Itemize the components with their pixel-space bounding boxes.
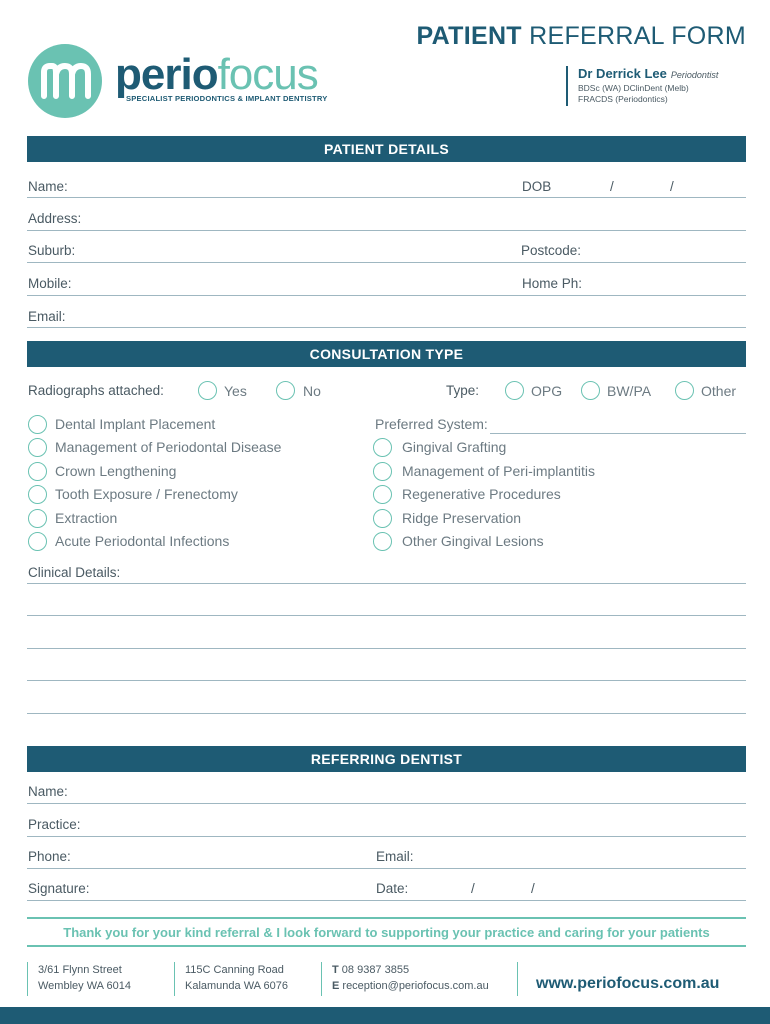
footer-divider-3	[321, 962, 322, 996]
clinical-details-line-5[interactable]	[27, 713, 746, 714]
dentist-signature-label: Signature:	[28, 881, 90, 896]
doctor-qualifications-1: BDSc (WA) DClinDent (Melb)	[578, 83, 689, 93]
doctor-divider	[566, 66, 568, 106]
clinical-details-line-1[interactable]	[27, 583, 746, 584]
type-other-label: Other	[701, 383, 737, 399]
type-opg-radio[interactable]	[505, 381, 524, 400]
option-ridge-preservation-label: Ridge Preservation	[402, 510, 522, 526]
website-link[interactable]: www.periofocus.com.au	[536, 975, 720, 992]
radiographs-no-label: No	[303, 383, 321, 399]
patient-suburb-field[interactable]	[27, 262, 746, 263]
doctor-name	[578, 66, 718, 81]
form-title	[417, 22, 746, 51]
radiographs-yes-label: Yes	[224, 383, 247, 399]
address-wembley-line-2: Wembley WA 6014	[38, 980, 131, 992]
logo-mark	[28, 44, 102, 118]
consultation-type-heading: CONSULTATION TYPE	[27, 341, 746, 367]
doctor-qualifications-2: FRACDS (Periodontics)	[578, 94, 668, 104]
patient-address-label: Address:	[28, 211, 82, 226]
doctor-role: Periodontist	[670, 70, 719, 80]
option-dental-implant-label: Dental Implant Placement	[55, 416, 216, 432]
doctor-name-text: Dr Derrick Lee	[578, 66, 667, 81]
patient-name-field[interactable]	[27, 197, 746, 198]
patient-home-ph-label: Home Ph:	[522, 276, 583, 291]
date-slash-2: /	[531, 881, 535, 896]
preferred-system-label: Preferred System:	[375, 416, 488, 432]
address-wembley-line-1: 3/61 Flynn Street	[38, 964, 122, 976]
form-title-bold: PATIENT	[416, 22, 522, 50]
type-bwpa-label: BW/PA	[607, 383, 652, 399]
date-slash-1: /	[471, 881, 475, 896]
radiographs-yes-radio[interactable]	[198, 381, 217, 400]
phone-number: 08 9387 3855	[338, 964, 410, 976]
option-crown-lengthening-label: Crown Lengthening	[55, 463, 177, 479]
dentist-phone-field[interactable]	[27, 868, 746, 869]
option-gingival-grafting-radio[interactable]	[373, 438, 392, 457]
referring-dentist-heading: REFERRING DENTIST	[27, 746, 746, 772]
patient-name-label: Name:	[28, 179, 68, 194]
type-bwpa-radio[interactable]	[581, 381, 600, 400]
patient-address-field[interactable]	[27, 230, 746, 231]
footer-divider-2	[174, 962, 175, 996]
option-crown-lengthening-radio[interactable]	[28, 462, 47, 481]
option-periodontal-disease-radio[interactable]	[28, 438, 47, 457]
form-title-rest: REFERRAL FORM	[521, 22, 746, 50]
patient-postcode-label: Postcode:	[521, 243, 582, 258]
preferred-system-field[interactable]	[490, 433, 746, 434]
patient-suburb-label: Suburb:	[28, 243, 76, 258]
option-regenerative-radio[interactable]	[373, 485, 392, 504]
option-acute-infections-radio[interactable]	[28, 532, 47, 551]
email-address: reception@periofocus.com.au	[339, 980, 489, 992]
type-label: Type:	[446, 383, 480, 398]
address-kalamunda-line-1: 115C Canning Road	[185, 964, 284, 976]
dentist-email-label: Email:	[376, 849, 414, 864]
patient-mobile-label: Mobile:	[28, 276, 72, 291]
clinical-details-line-2[interactable]	[27, 615, 746, 616]
option-gingival-grafting-label: Gingival Grafting	[402, 439, 507, 455]
logo-m-glyph	[28, 44, 102, 118]
brand-name-light: focus	[217, 50, 318, 99]
dentist-signature-field[interactable]	[27, 900, 746, 901]
footer-divider-4	[517, 962, 518, 996]
footer-email[interactable]	[332, 978, 489, 994]
radiographs-no-radio[interactable]	[276, 381, 295, 400]
option-peri-implantitis-radio[interactable]	[373, 462, 392, 481]
brand-name	[115, 52, 318, 98]
radiographs-label: Radiographs attached:	[28, 383, 164, 398]
dentist-practice-field[interactable]	[27, 836, 746, 837]
option-tooth-exposure-radio[interactable]	[28, 485, 47, 504]
bottom-band	[0, 1007, 770, 1024]
patient-email-field[interactable]	[27, 327, 746, 328]
clinical-details-label: Clinical Details:	[28, 565, 121, 580]
patient-details-heading: PATIENT DETAILS	[27, 136, 746, 162]
thank-you-message: Thank you for your kind referral & I look forward to supporting your practice and caring for your patients	[27, 917, 746, 947]
option-dental-implant-radio[interactable]	[28, 415, 47, 434]
option-peri-implantitis-label: Management of Peri-implantitis	[402, 463, 595, 479]
option-extraction-radio[interactable]	[28, 509, 47, 528]
type-opg-label: OPG	[531, 383, 563, 399]
brand-tagline: SPECIALIST PERIODONTICS & IMPLANT DENTISTRY	[126, 94, 328, 103]
option-extraction-label: Extraction	[55, 510, 118, 526]
option-periodontal-disease-label: Management of Periodontal Disease	[55, 439, 282, 455]
option-gingival-lesions-label: Other Gingival Lesions	[402, 533, 544, 549]
dentist-practice-label: Practice:	[28, 817, 81, 832]
patient-email-label: Email:	[28, 309, 66, 324]
patient-mobile-field[interactable]	[27, 295, 746, 296]
footer-phone	[332, 962, 409, 978]
dob-slash-1: /	[610, 179, 614, 194]
footer-divider-1	[27, 962, 28, 996]
dentist-phone-label: Phone:	[28, 849, 71, 864]
phone-prefix: T	[332, 964, 339, 976]
option-acute-infections-label: Acute Periodontal Infections	[55, 533, 230, 549]
clinical-details-line-3[interactable]	[27, 648, 746, 649]
option-regenerative-label: Regenerative Procedures	[402, 486, 561, 502]
email-prefix: E	[332, 980, 340, 992]
dentist-date-label: Date:	[376, 881, 409, 896]
type-other-radio[interactable]	[675, 381, 694, 400]
option-ridge-preservation-radio[interactable]	[373, 509, 392, 528]
patient-dob-label: DOB	[522, 179, 552, 194]
dentist-name-field[interactable]	[27, 803, 746, 804]
clinical-details-line-4[interactable]	[27, 680, 746, 681]
option-tooth-exposure-label: Tooth Exposure / Frenectomy	[55, 486, 238, 502]
dob-slash-2: /	[670, 179, 674, 194]
address-kalamunda-line-2: Kalamunda WA 6076	[185, 980, 288, 992]
brand-name-bold: perio	[115, 50, 218, 99]
dentist-name-label: Name:	[28, 784, 68, 799]
option-gingival-lesions-radio[interactable]	[373, 532, 392, 551]
